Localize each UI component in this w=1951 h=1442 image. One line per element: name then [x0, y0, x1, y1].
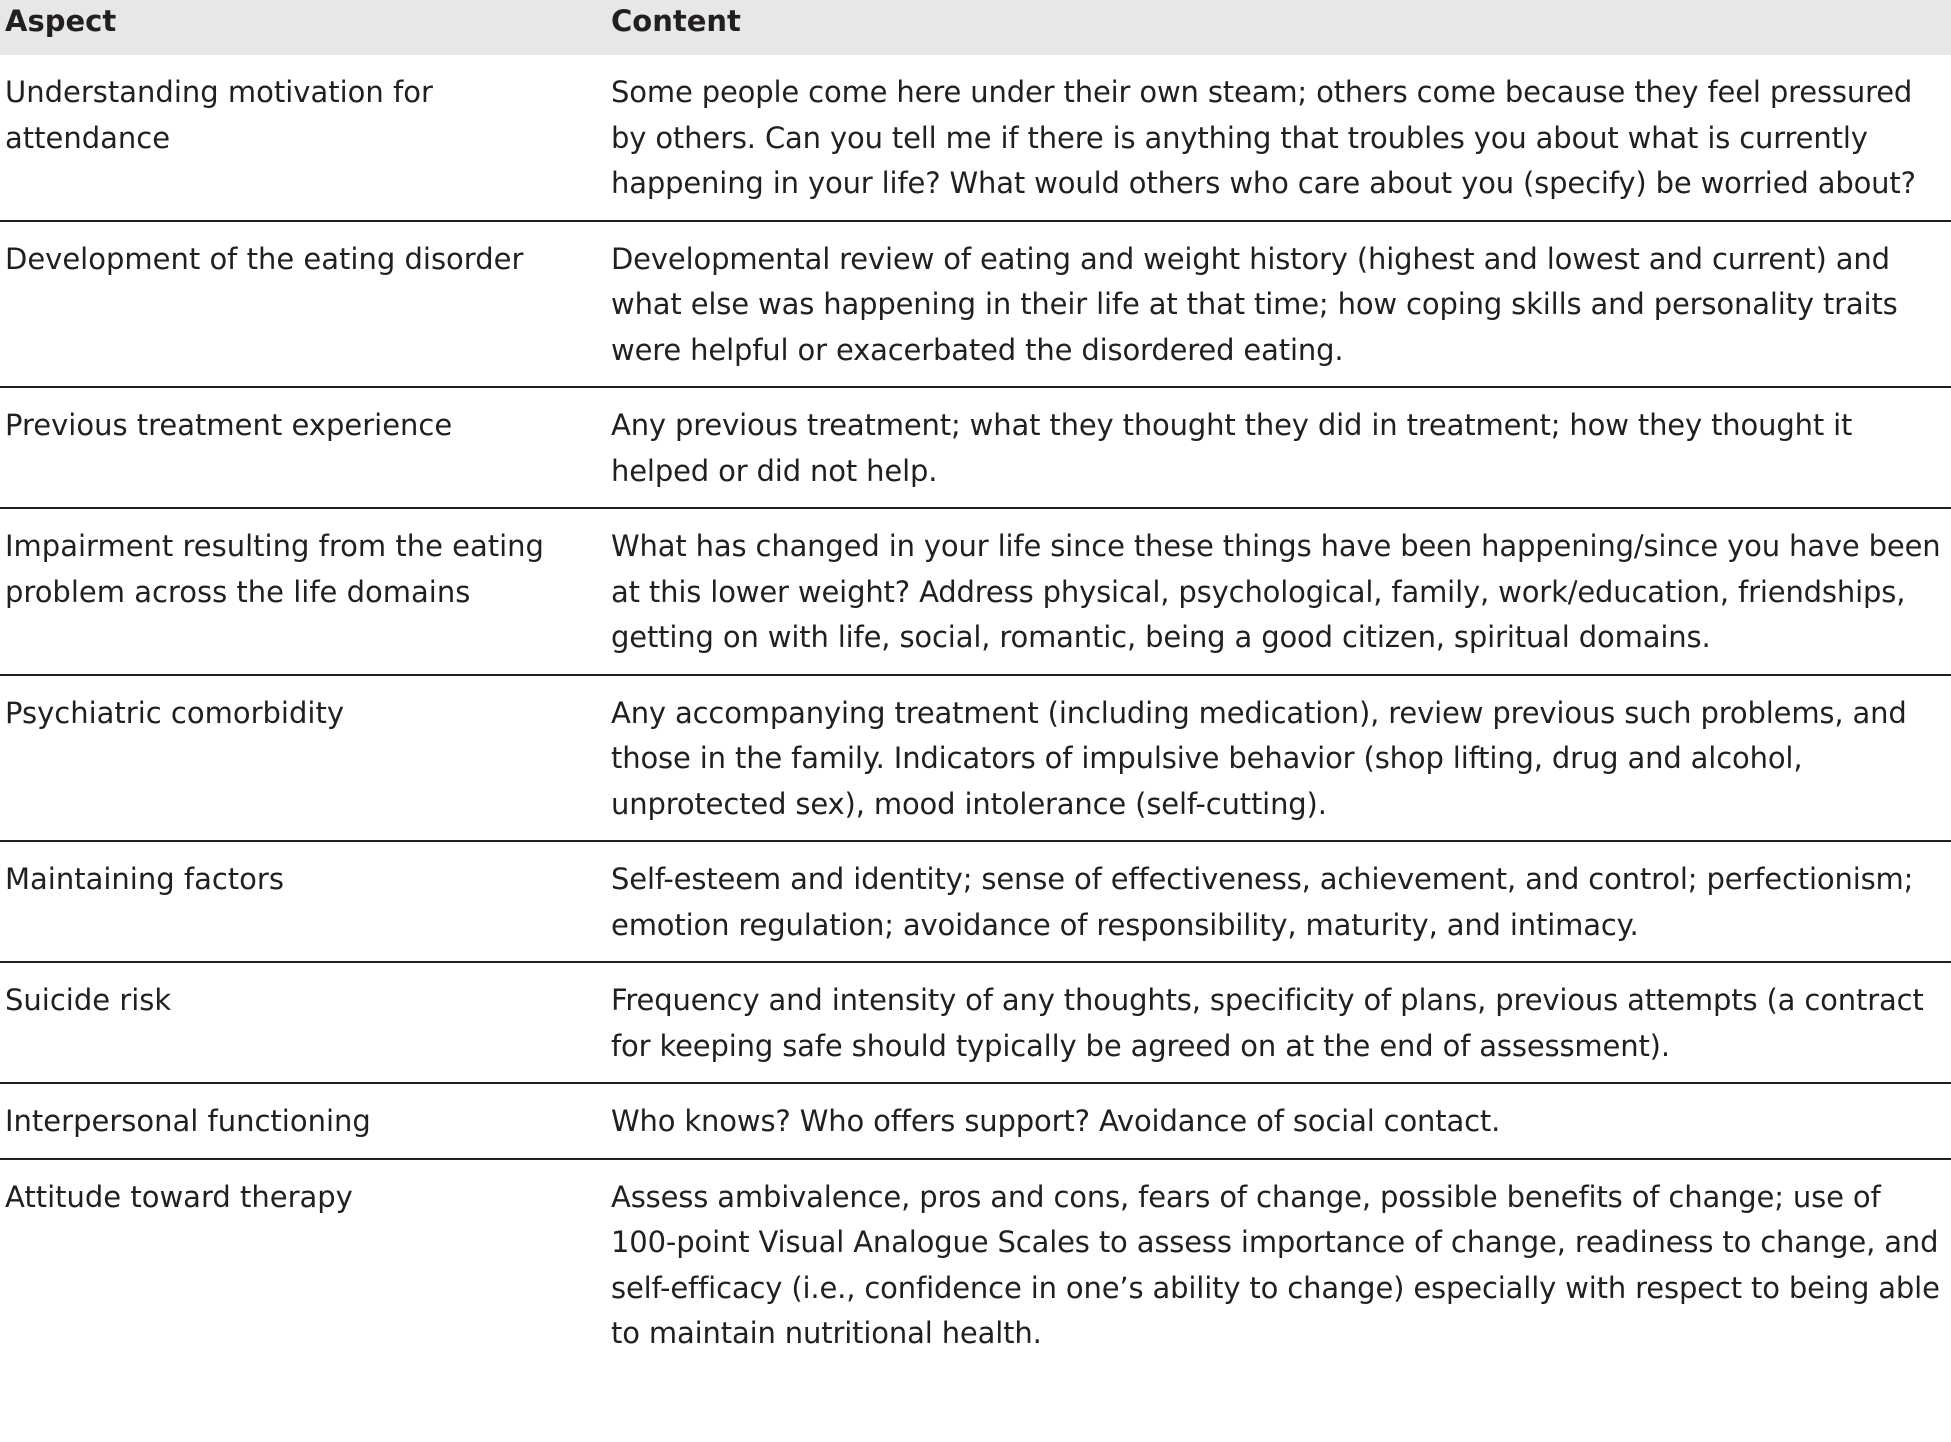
content-cell: Who knows? Who offers support? Avoidance of social contact.: [611, 1104, 1501, 1138]
content-cell: Frequency and intensity of any thoughts, specificity of plans, previous attempts (a contract for keeping safe should typically be agreed on at the end of assessment).: [611, 983, 1924, 1063]
table-row: [0, 509, 1951, 676]
aspect-cell: Maintaining factors: [5, 862, 284, 896]
table-row: [0, 222, 1951, 389]
header-content: Content: [611, 4, 741, 38]
aspect-cell: Suicide risk: [5, 983, 172, 1017]
header-aspect: Aspect: [5, 4, 117, 38]
table-row: [0, 963, 1951, 1084]
table-row: [0, 1084, 1951, 1160]
aspect-cell: Impairment resulting from the eating problem across the life domains: [5, 529, 544, 609]
aspect-cell: Interpersonal functioning: [5, 1104, 371, 1138]
table-row: [0, 388, 1951, 509]
table-row: [0, 676, 1951, 843]
content-cell: What has changed in your life since these things have been happening/since you have been at this lower weight? Address physical, psychological, family, work/education, friendships, getting on with life, social, romantic, being a good citizen, spiritual domains.: [611, 529, 1941, 654]
table-row: [0, 1160, 1951, 1370]
aspect-cell: Previous treatment experience: [5, 408, 453, 442]
aspect-cell: Understanding motivation for attendance: [5, 75, 433, 155]
content-cell: Self-esteem and identity; sense of effectiveness, achievement, and control; perfectionism; emotion regulation; avoidance of responsibility, maturity, and intimacy.: [611, 862, 1914, 942]
aspect-cell: Psychiatric comorbidity: [5, 695, 344, 730]
content-cell: Any accompanying treatment (including medication), review previous such problems, and those in the family. Indicators of impulsive behavior (shop lifting, drug and alcohol, unprotected sex), mood intolerance (self-cutting).: [611, 695, 1907, 821]
content-cell: Assess ambivalence, pros and cons, fears of change, possible benefits of change; use of 100-point Visual Analogue Scales to assess importance of change, readiness to change, and self-efficacy (i.e., confidence in one’s ability to change) especially with respect to being able to maintain nutritional health.: [611, 1179, 1940, 1350]
content-cell: Developmental review of eating and weight history (highest and lowest and current) and what else was happening in their life at that time; how coping skills and personality traits were helpful or exacerbated the disordered eating.: [611, 241, 1898, 367]
content-cell: Some people come here under their own steam; others come because they feel pressured by others. Can you tell me if there is anything that troubles you about what is currently happening in your life? What would others who care about you (specify) be worried about?: [611, 75, 1916, 200]
aspect-cell: Attitude toward therapy: [5, 1179, 353, 1214]
table-header: [0, 0, 1951, 55]
content-cell: Any previous treatment; what they thought they did in treatment; how they thought it helped or did not help.: [611, 408, 1853, 488]
aspect-cell: Development of the eating disorder: [5, 241, 524, 276]
table-row: [0, 842, 1951, 963]
table-row: [0, 55, 1951, 222]
